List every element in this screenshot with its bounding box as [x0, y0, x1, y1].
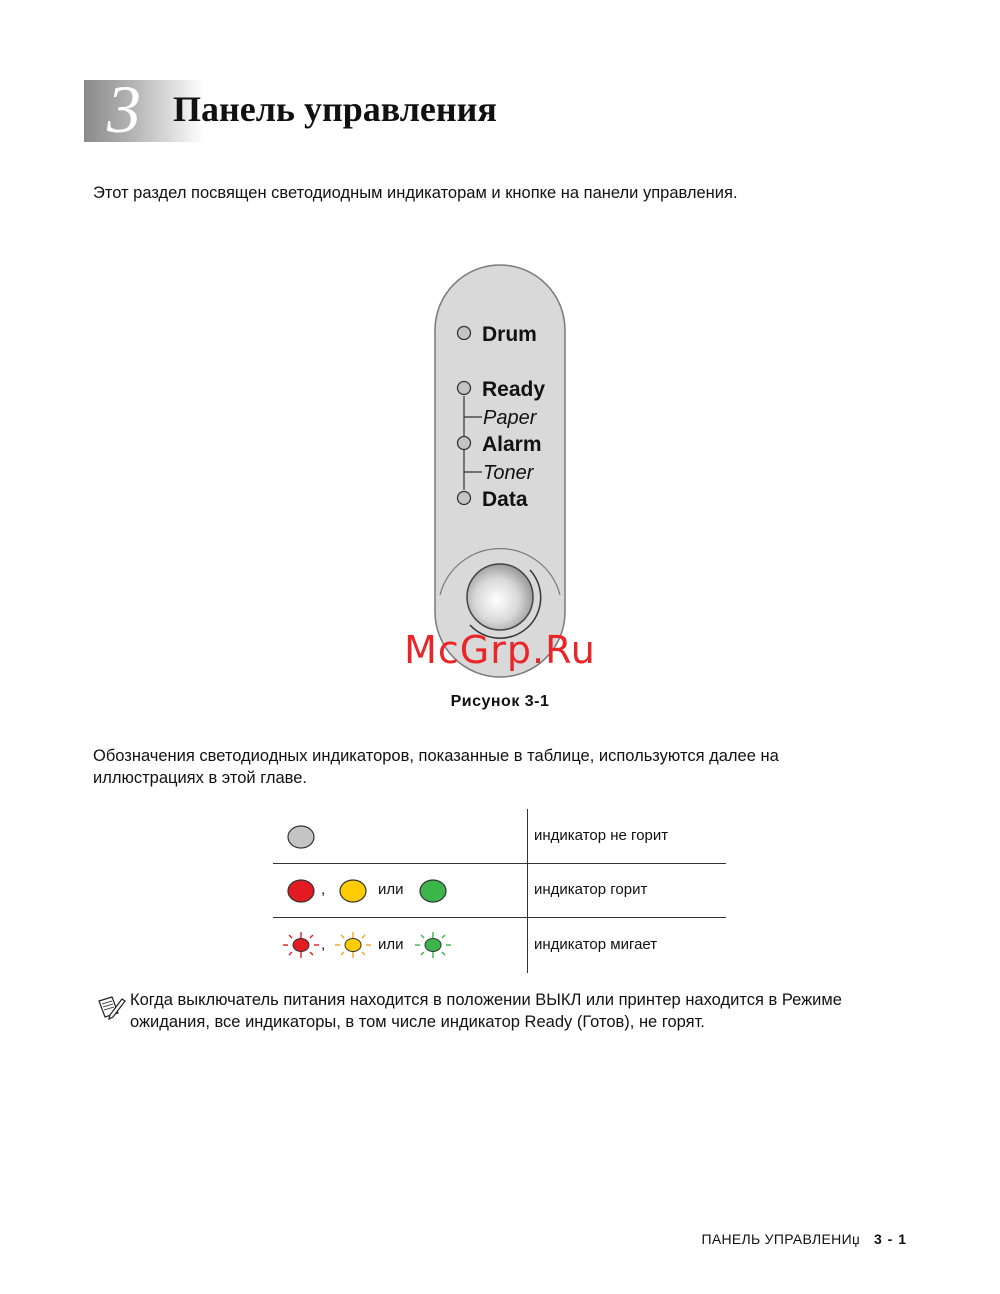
legend-desc-off: индикатор не горит	[534, 827, 669, 844]
led-yellow-blinking-icon	[335, 932, 371, 958]
drum-label: Drum	[482, 323, 537, 346]
legend-desc-on: индикатор горит	[534, 881, 648, 898]
page-footer	[701, 1229, 907, 1249]
ready-label: Ready	[482, 378, 546, 401]
led-green-blinking-icon	[415, 932, 451, 958]
data-label: Data	[482, 488, 528, 511]
legend-desc-blinking: индикатор мигает	[534, 936, 658, 953]
led-red-blinking-icon	[283, 932, 319, 958]
led-red-icon	[288, 880, 314, 902]
page-number: 3 - 1	[873, 1231, 907, 1247]
page-title: Панель управления	[173, 89, 497, 129]
legend-or: или	[378, 881, 404, 898]
legend-or: или	[378, 936, 404, 953]
led-green-icon	[420, 880, 446, 902]
legend-comma: ,	[321, 881, 326, 898]
intro-text: Этот раздел посвящен светодиодным индикаторам и кнопке на панели управления.	[93, 184, 738, 202]
led-off-symbol	[273, 809, 523, 863]
alarm-label: Alarm	[482, 433, 542, 456]
footer-section: ПАНЕЛЬ УПРАВЛЕНИџ	[701, 1231, 860, 1247]
ready-led	[458, 382, 471, 395]
drum-led	[458, 327, 471, 340]
note-text: Когда выключатель питания находится в положении ВЫКЛ или принтер находится в Режиме ожидания, все индикаторы, в том числе индикатор Ready (Готов), не горят.	[130, 991, 842, 1031]
note-pencil-icon	[96, 993, 126, 1021]
led-legend-table	[273, 809, 726, 973]
paper-label: Paper	[483, 407, 537, 429]
alarm-led	[458, 437, 471, 450]
go-button	[467, 564, 533, 630]
watermark: McGrp.Ru	[404, 628, 596, 672]
led-off-icon	[288, 826, 314, 848]
led-yellow-icon	[340, 880, 366, 902]
data-led	[458, 492, 471, 505]
table-divider	[527, 809, 528, 973]
figure-caption: Рисунок 3-1	[450, 693, 550, 710]
toner-label: Toner	[483, 462, 534, 484]
chapter-number: 3	[107, 71, 141, 147]
legend-comma: ,	[321, 936, 326, 953]
legend-intro-text: Обозначения светодиодных индикаторов, показанные в таблице, используются далее на иллюстрациях в этой главе.	[93, 747, 779, 787]
